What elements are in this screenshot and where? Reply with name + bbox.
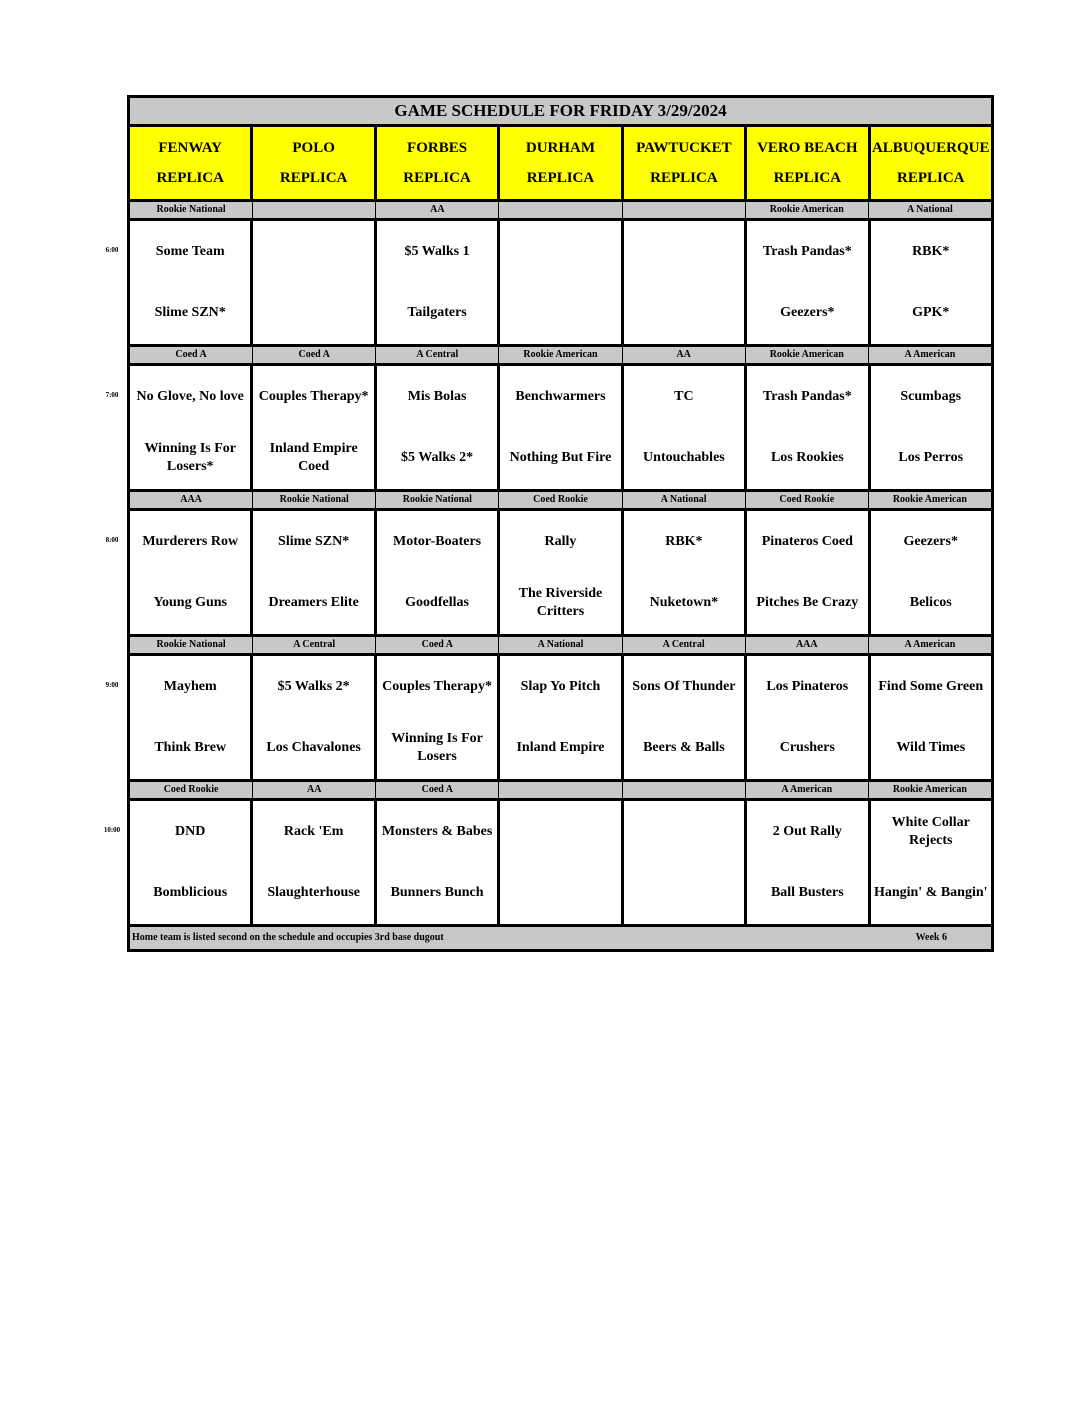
time-label: 7:00 <box>105 391 119 399</box>
division-label: Rookie American <box>868 782 991 798</box>
away-team: Pinateros Coed <box>761 533 853 549</box>
division-label: A Central <box>375 347 498 363</box>
game-cell <box>744 801 867 924</box>
away-team: Murderers Row <box>142 533 239 549</box>
division-label: Coed A <box>375 782 498 798</box>
game-cell <box>130 221 250 344</box>
division-label: Rookie American <box>745 202 868 218</box>
division-label: AAA <box>130 492 252 508</box>
home-team: Belicos <box>909 595 952 611</box>
away-team: Slime SZN* <box>278 533 350 549</box>
division-label: Rookie American <box>745 347 868 363</box>
away-team: Rack 'Em <box>283 823 344 839</box>
division-label: Coed Rookie <box>130 782 252 798</box>
game-cell <box>250 656 373 779</box>
home-team: Tailgaters <box>407 305 467 321</box>
home-team: Inland Empire <box>516 740 605 756</box>
home-team: Los Perros <box>898 450 964 466</box>
division-label: A National <box>868 202 991 218</box>
game-cell <box>744 511 867 634</box>
division-label: Rookie National <box>130 202 252 218</box>
time-slots <box>130 199 991 924</box>
game-cell <box>374 801 497 924</box>
field-name: DURHAM <box>525 139 596 156</box>
home-team: Dreamers Elite <box>268 595 359 611</box>
home-team: Hangin' & Bangin' <box>873 885 988 901</box>
field-sub: REPLICA <box>403 169 471 186</box>
division-label <box>498 202 621 218</box>
away-team: Monsters & Babes <box>381 823 493 839</box>
away-team: DND <box>175 823 206 839</box>
away-team: $5 Walks 1 <box>404 243 470 259</box>
field-header-durham <box>497 127 620 199</box>
division-row <box>130 634 991 653</box>
away-team: White Collar Rejects <box>891 814 970 848</box>
home-team: Untouchables <box>643 450 725 466</box>
game-cell <box>868 511 991 634</box>
home-team: GPK* <box>912 305 950 321</box>
away-team <box>624 801 744 863</box>
game-cell <box>621 221 744 344</box>
home-team: Beers & Balls <box>643 740 725 756</box>
game-cell <box>130 366 250 489</box>
division-label <box>498 782 621 798</box>
games-row <box>130 653 991 779</box>
week-label: Week 6 <box>915 932 947 943</box>
home-team: Think Brew <box>154 740 227 756</box>
division-row <box>130 344 991 363</box>
away-team: Find Some Green <box>878 678 984 694</box>
away-team: Motor-Boaters <box>393 533 482 549</box>
home-team: Inland Empire Coed <box>269 441 358 475</box>
home-team: Los Rookies <box>770 450 844 466</box>
division-label <box>622 782 745 798</box>
away-team <box>500 221 620 283</box>
game-cell <box>497 221 620 344</box>
division-label: A National <box>498 637 621 653</box>
away-team <box>500 801 620 863</box>
home-team: Pitches Be Crazy <box>756 595 859 611</box>
home-team: Bunners Bunch <box>390 885 484 901</box>
game-cell <box>868 366 991 489</box>
away-team <box>624 221 744 283</box>
game-cell <box>497 366 620 489</box>
home-team: Goodfellas <box>405 595 469 611</box>
home-team <box>500 863 620 925</box>
away-team: Trash Pandas* <box>762 388 852 404</box>
home-team: The Riverside Critters <box>518 586 603 620</box>
games-row <box>130 508 991 634</box>
division-label: AAA <box>745 637 868 653</box>
division-label: A American <box>868 347 991 363</box>
schedule-title: GAME SCHEDULE FOR FRIDAY 3/29/2024 <box>130 98 991 124</box>
division-label: Rookie National <box>375 492 498 508</box>
game-cell <box>130 801 250 924</box>
division-label: AA <box>252 782 375 798</box>
home-team: Young Guns <box>153 595 227 611</box>
away-team: Los Pinateros <box>766 678 849 694</box>
away-team: RBK* <box>912 243 950 259</box>
home-team: Geezers* <box>780 305 835 321</box>
home-team: Bomblicious <box>153 885 228 901</box>
field-sub: REPLICA <box>526 169 595 186</box>
game-cell <box>621 801 744 924</box>
game-cell <box>374 656 497 779</box>
field-sub: REPLICA <box>156 169 224 186</box>
away-team: $5 Walks 2* <box>277 678 350 694</box>
division-row <box>130 779 991 798</box>
home-team <box>624 283 744 345</box>
home-team-note: Home team is listed second on the schedule and occupies 3rd base dugout <box>132 932 444 943</box>
division-label: A Central <box>622 637 745 653</box>
home-team: Winning Is For Losers* <box>144 441 236 475</box>
division-label: Rookie American <box>868 492 991 508</box>
game-cell <box>497 511 620 634</box>
game-cell <box>621 656 744 779</box>
game-cell <box>374 366 497 489</box>
away-team: Sons Of Thunder <box>632 678 736 694</box>
field-header-row <box>130 124 991 199</box>
field-name: FORBES <box>407 139 468 156</box>
game-cell <box>621 366 744 489</box>
away-team: No Glove, No love <box>136 388 244 404</box>
field-name: POLO <box>292 139 335 156</box>
away-team: Couples Therapy* <box>382 678 492 694</box>
away-team: Geezers* <box>903 533 958 549</box>
division-label: AA <box>375 202 498 218</box>
time-label: 10:00 <box>103 826 121 834</box>
away-team: Couples Therapy* <box>258 388 369 404</box>
division-label: AA <box>622 347 745 363</box>
away-team: Rally <box>544 533 577 549</box>
home-team: Nothing But Fire <box>509 450 612 466</box>
division-label: A American <box>745 782 868 798</box>
home-team <box>500 283 620 345</box>
time-label: 9:00 <box>105 681 119 689</box>
division-label: A American <box>868 637 991 653</box>
field-sub: REPLICA <box>650 169 718 186</box>
home-team: Winning Is For Losers <box>391 731 483 765</box>
field-header-forbes <box>374 127 497 199</box>
game-cell <box>250 511 373 634</box>
games-row <box>130 218 991 344</box>
field-header-fenway <box>130 127 250 199</box>
away-team: Trash Pandas* <box>762 243 852 259</box>
division-row <box>130 489 991 508</box>
field-name: PAWTUCKET <box>636 139 732 156</box>
field-name: VERO BEACH <box>757 139 858 156</box>
game-cell <box>868 656 991 779</box>
division-label: A National <box>622 492 745 508</box>
field-sub: REPLICA <box>896 169 965 186</box>
time-label: 6:00 <box>105 246 119 254</box>
division-row <box>130 199 991 218</box>
away-team <box>253 221 373 283</box>
home-team: Wild Times <box>896 740 966 756</box>
division-label <box>252 202 375 218</box>
game-cell <box>374 511 497 634</box>
away-team: 2 Out Rally <box>772 823 842 839</box>
game-cell <box>744 221 867 344</box>
away-team: Benchwarmers <box>515 388 606 404</box>
field-header-vero-beach <box>744 127 867 199</box>
game-cell <box>744 366 867 489</box>
home-team: Slaughterhouse <box>267 885 360 901</box>
game-cell <box>621 511 744 634</box>
home-team: Ball Busters <box>770 885 844 901</box>
division-label: Coed Rookie <box>498 492 621 508</box>
schedule-table <box>127 95 994 952</box>
game-cell <box>374 221 497 344</box>
home-team: Slime SZN* <box>154 305 226 321</box>
home-team: Nuketown* <box>649 595 719 611</box>
game-cell <box>497 656 620 779</box>
field-sub: REPLICA <box>773 169 842 186</box>
away-team: Mis Bolas <box>407 388 467 404</box>
home-team <box>624 863 744 925</box>
games-row <box>130 363 991 489</box>
away-team: Mayhem <box>163 678 217 694</box>
away-team: Some Team <box>155 243 225 259</box>
game-cell <box>868 221 991 344</box>
field-name: ALBUQUERQUE <box>871 139 990 156</box>
time-label: 8:00 <box>105 536 119 544</box>
division-label <box>622 202 745 218</box>
game-cell <box>250 801 373 924</box>
field-header-pawtucket <box>621 127 744 199</box>
division-label: A Central <box>252 637 375 653</box>
away-team: Slap Yo Pitch <box>520 678 601 694</box>
game-cell <box>497 801 620 924</box>
home-team: Crushers <box>779 740 835 756</box>
division-label: Rookie American <box>498 347 621 363</box>
game-cell <box>744 656 867 779</box>
division-label: Coed A <box>252 347 375 363</box>
schedule-footer <box>130 924 991 949</box>
away-team: TC <box>674 388 694 404</box>
game-cell <box>868 801 991 924</box>
away-team: Scumbags <box>900 388 962 404</box>
division-label: Rookie National <box>252 492 375 508</box>
division-label: Coed A <box>375 637 498 653</box>
games-row <box>130 798 991 924</box>
field-name: FENWAY <box>158 139 223 156</box>
home-team: $5 Walks 2* <box>401 450 474 466</box>
away-team: RBK* <box>665 533 703 549</box>
game-cell <box>250 366 373 489</box>
home-team: Los Chavalones <box>266 740 361 756</box>
field-sub: REPLICA <box>279 169 348 186</box>
division-label: Coed A <box>130 347 252 363</box>
field-header-albuquerque <box>868 127 991 199</box>
division-label: Coed Rookie <box>745 492 868 508</box>
game-cell <box>130 511 250 634</box>
field-header-polo <box>250 127 373 199</box>
division-label: Rookie National <box>130 637 252 653</box>
game-cell <box>130 656 250 779</box>
game-cell <box>250 221 373 344</box>
home-team <box>253 283 373 345</box>
